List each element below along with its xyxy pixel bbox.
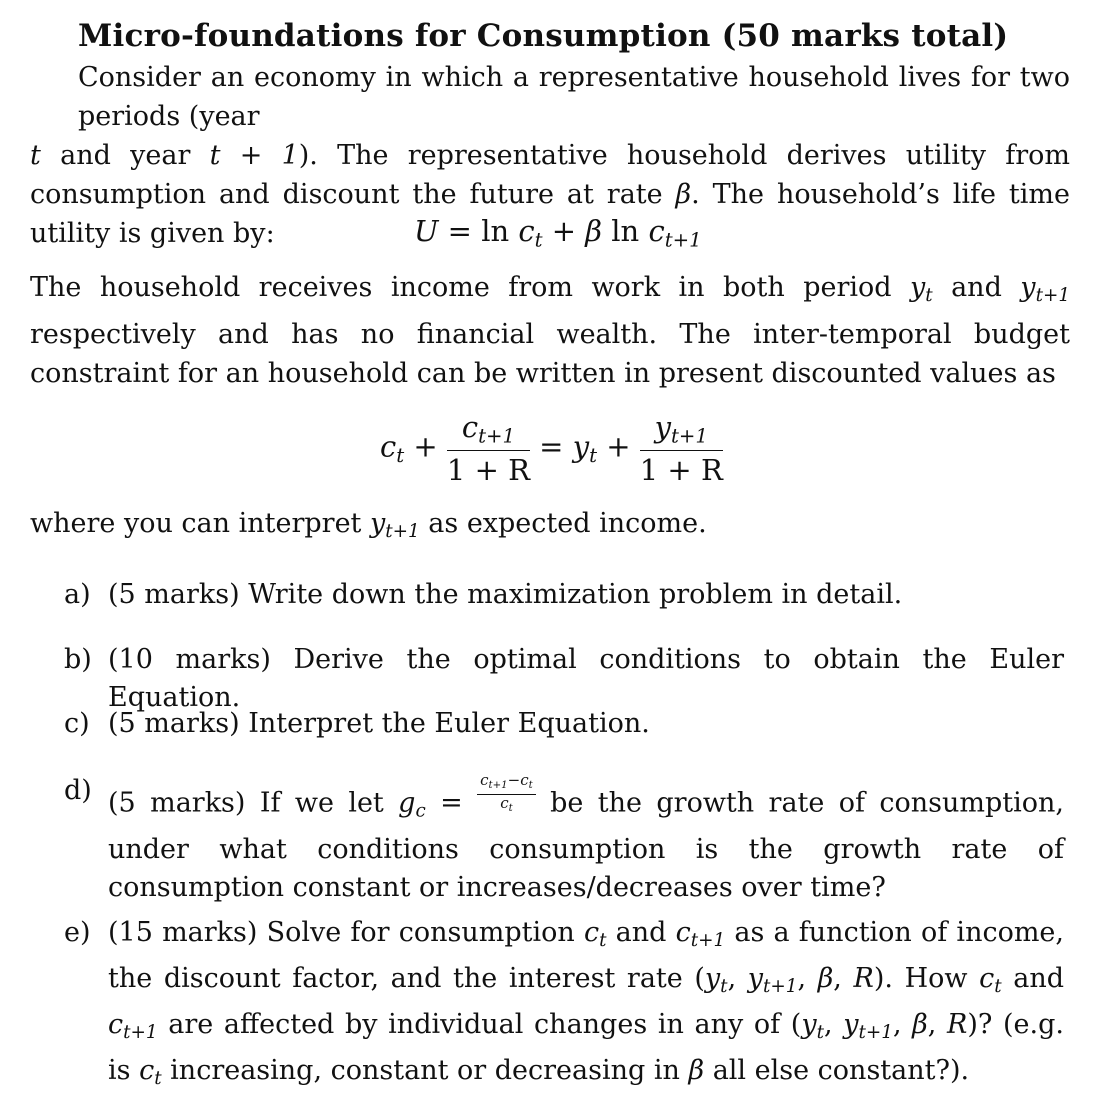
symbol-c: c [500,793,509,812]
symbol-beta: β [675,179,692,210]
subscript-t: t [720,976,728,998]
subscript-t1: t+1 [670,424,708,448]
question-label: a) [64,579,91,610]
question-text: (15 marks) Solve for consumption $c_t$ and $c_{t+1}$ as a function of income, the discount factor, and the interest rate ($y_t$, $y_{t+1}$, β, R). How $c_t$ and $c_{t+1}$ are affected by individual changes in any of ($y_t$, $y_{t+1}$, β, R)? (e.g. is $c_t$ increasing, constant or decreasing in β all else constant?). [108,917,1065,1090]
subscript-t: t [599,930,607,952]
intro-text-1: Consider an economy in which a representative household lives for two periods (year [78,62,1070,132]
subscript-t1: t+1 [664,228,702,252]
symbol-r: R [947,1009,968,1041]
budget-text-2: and [932,272,1021,303]
plus-sign: + [404,429,447,464]
symbol-c: c [139,1055,155,1087]
subscript-t1: t+1 [858,1022,893,1044]
budget-note [30,504,1070,551]
question-e [64,914,1064,1099]
question-label: c) [64,708,90,739]
symbol-c: c [979,963,995,995]
symbol-beta: β [912,1009,928,1041]
question-c [64,705,1064,743]
question-e-text-4: . How [884,963,980,995]
utility-equation [414,214,702,252]
subscript-t: t [396,443,405,467]
symbol-c: c [108,1009,124,1041]
question-e-text-7: ? (e.g. is [108,1009,1064,1087]
symbol-y: y [654,410,671,444]
subscript-t1: t+1 [385,521,420,543]
subscript-t: t [994,976,1002,998]
question-e-text-8: increasing, constant or decreasing in [161,1055,689,1087]
subscript-t1: t+1 [123,1022,158,1044]
symbol-y: y [747,963,764,995]
fraction-y-future [640,410,723,487]
symbol-c: c [380,429,397,464]
equals-sign: = [425,787,478,819]
subscript-t1: t+1 [1035,285,1071,307]
symbol-c: c [520,771,529,789]
symbol-r: R [853,963,874,995]
budget-paragraph [30,268,1070,393]
subscript-t1: t+1 [690,930,726,952]
question-d-text-2: be the growth rate of consumption, under what conditions consumption is the growth rate of consumption constant or increases/decreases over time? [108,787,1064,903]
one-plus-r: 1 + R [639,452,723,487]
question-text: (10 marks) Derive the optimal conditions to obtain the Euler Equation. [108,644,1064,713]
question-e-text-1: (15 marks) Solve for consumption [108,917,584,948]
ln-operator: ln [481,214,510,248]
subscript-t1: t+1 [488,779,508,791]
ln-operator: ln [611,214,640,248]
question-label: b) [64,644,92,675]
fraction-numerator [640,410,723,451]
symbol-c: c [648,214,665,248]
subscript-t: t [508,802,513,814]
question-e-text-3: as a function of income, the discount factor, and the interest rate [108,917,1064,995]
question-d [64,772,1064,907]
symbol-t-plus-1: t + 1 [209,140,299,171]
question-label: e) [64,917,91,948]
intro-text-3: ). The representative household derives utility from consumption and discount the future at rate [30,140,1070,210]
fraction-denominator [447,451,530,487]
question-e-text-2: and [606,917,676,948]
subscript-t: t [816,1022,824,1044]
budget-text-1: The household receives income from work in both period [30,272,910,303]
note-text-2: as expected income. [419,508,707,539]
intro-text-4: . The household’s life time utility is given by: [30,179,1070,249]
fraction-numerator [447,410,530,451]
question-e-text-9: all else constant?). [704,1055,970,1087]
equals-sign: = [438,214,482,248]
page-title: Micro-foundations for Consumption (50 marks total) [78,18,1009,54]
symbol-y: y [1020,272,1036,303]
subscript-t: t [925,285,933,307]
symbol-c: c [675,917,691,948]
symbol-y: y [704,963,721,995]
subscript-t: t [528,779,533,791]
note-text-1: where you can interpret [30,508,370,539]
subscript-t: t [534,228,543,252]
symbol-y: y [369,508,386,539]
symbol-beta: β [585,214,603,248]
equals-sign: = [529,429,573,464]
symbol-y: y [801,1009,817,1041]
symbol-c: c [480,771,489,789]
question-label: d) [64,775,92,806]
symbol-c: c [583,917,600,948]
symbol-c: c [461,410,479,444]
symbol-y: y [909,272,926,303]
fraction-denominator [640,451,723,487]
fraction-c-future [447,410,530,487]
question-e-text-5: and [1001,963,1065,995]
subscript-c: c [415,800,426,822]
utility-symbol: U [414,214,439,248]
fraction-denominator [477,795,536,817]
subscript-t1: t+1 [478,424,516,448]
one-plus-r: 1 + R [446,452,530,487]
subscript-t1: t+1 [763,976,798,998]
question-text [108,772,1064,907]
fraction-numerator: $c_{t+1}-c_t$ [477,772,536,795]
symbol-beta: β [817,963,834,995]
plus-sign: + [597,429,640,464]
intro-text-2: and year [40,140,210,171]
subscript-t: t [589,443,598,467]
symbol-t: t [30,140,41,171]
symbol-beta: β [688,1055,705,1087]
subscript-t: t [154,1068,162,1090]
question-text: (5 marks) Interpret the Euler Equation. [108,708,650,739]
question-e-text-6: are affected by individual changes in any of [157,1009,791,1041]
symbol-g: g [398,787,416,819]
plus-sign: + [542,214,586,248]
symbol-c: c [518,214,535,248]
question-a [64,576,1064,614]
budget-text-3: respectively and has no financial wealth. The inter-temporal budget constraint for an household can be written in present discounted values as [30,319,1070,390]
symbol-y: y [843,1009,859,1041]
question-text: (5 marks) Write down the maximization problem in detail. [108,579,903,610]
growth-rate-fraction [477,772,536,817]
budget-equation [380,410,723,487]
question-d-text-1: (5 marks) If we let [108,787,399,819]
symbol-y: y [572,429,590,464]
